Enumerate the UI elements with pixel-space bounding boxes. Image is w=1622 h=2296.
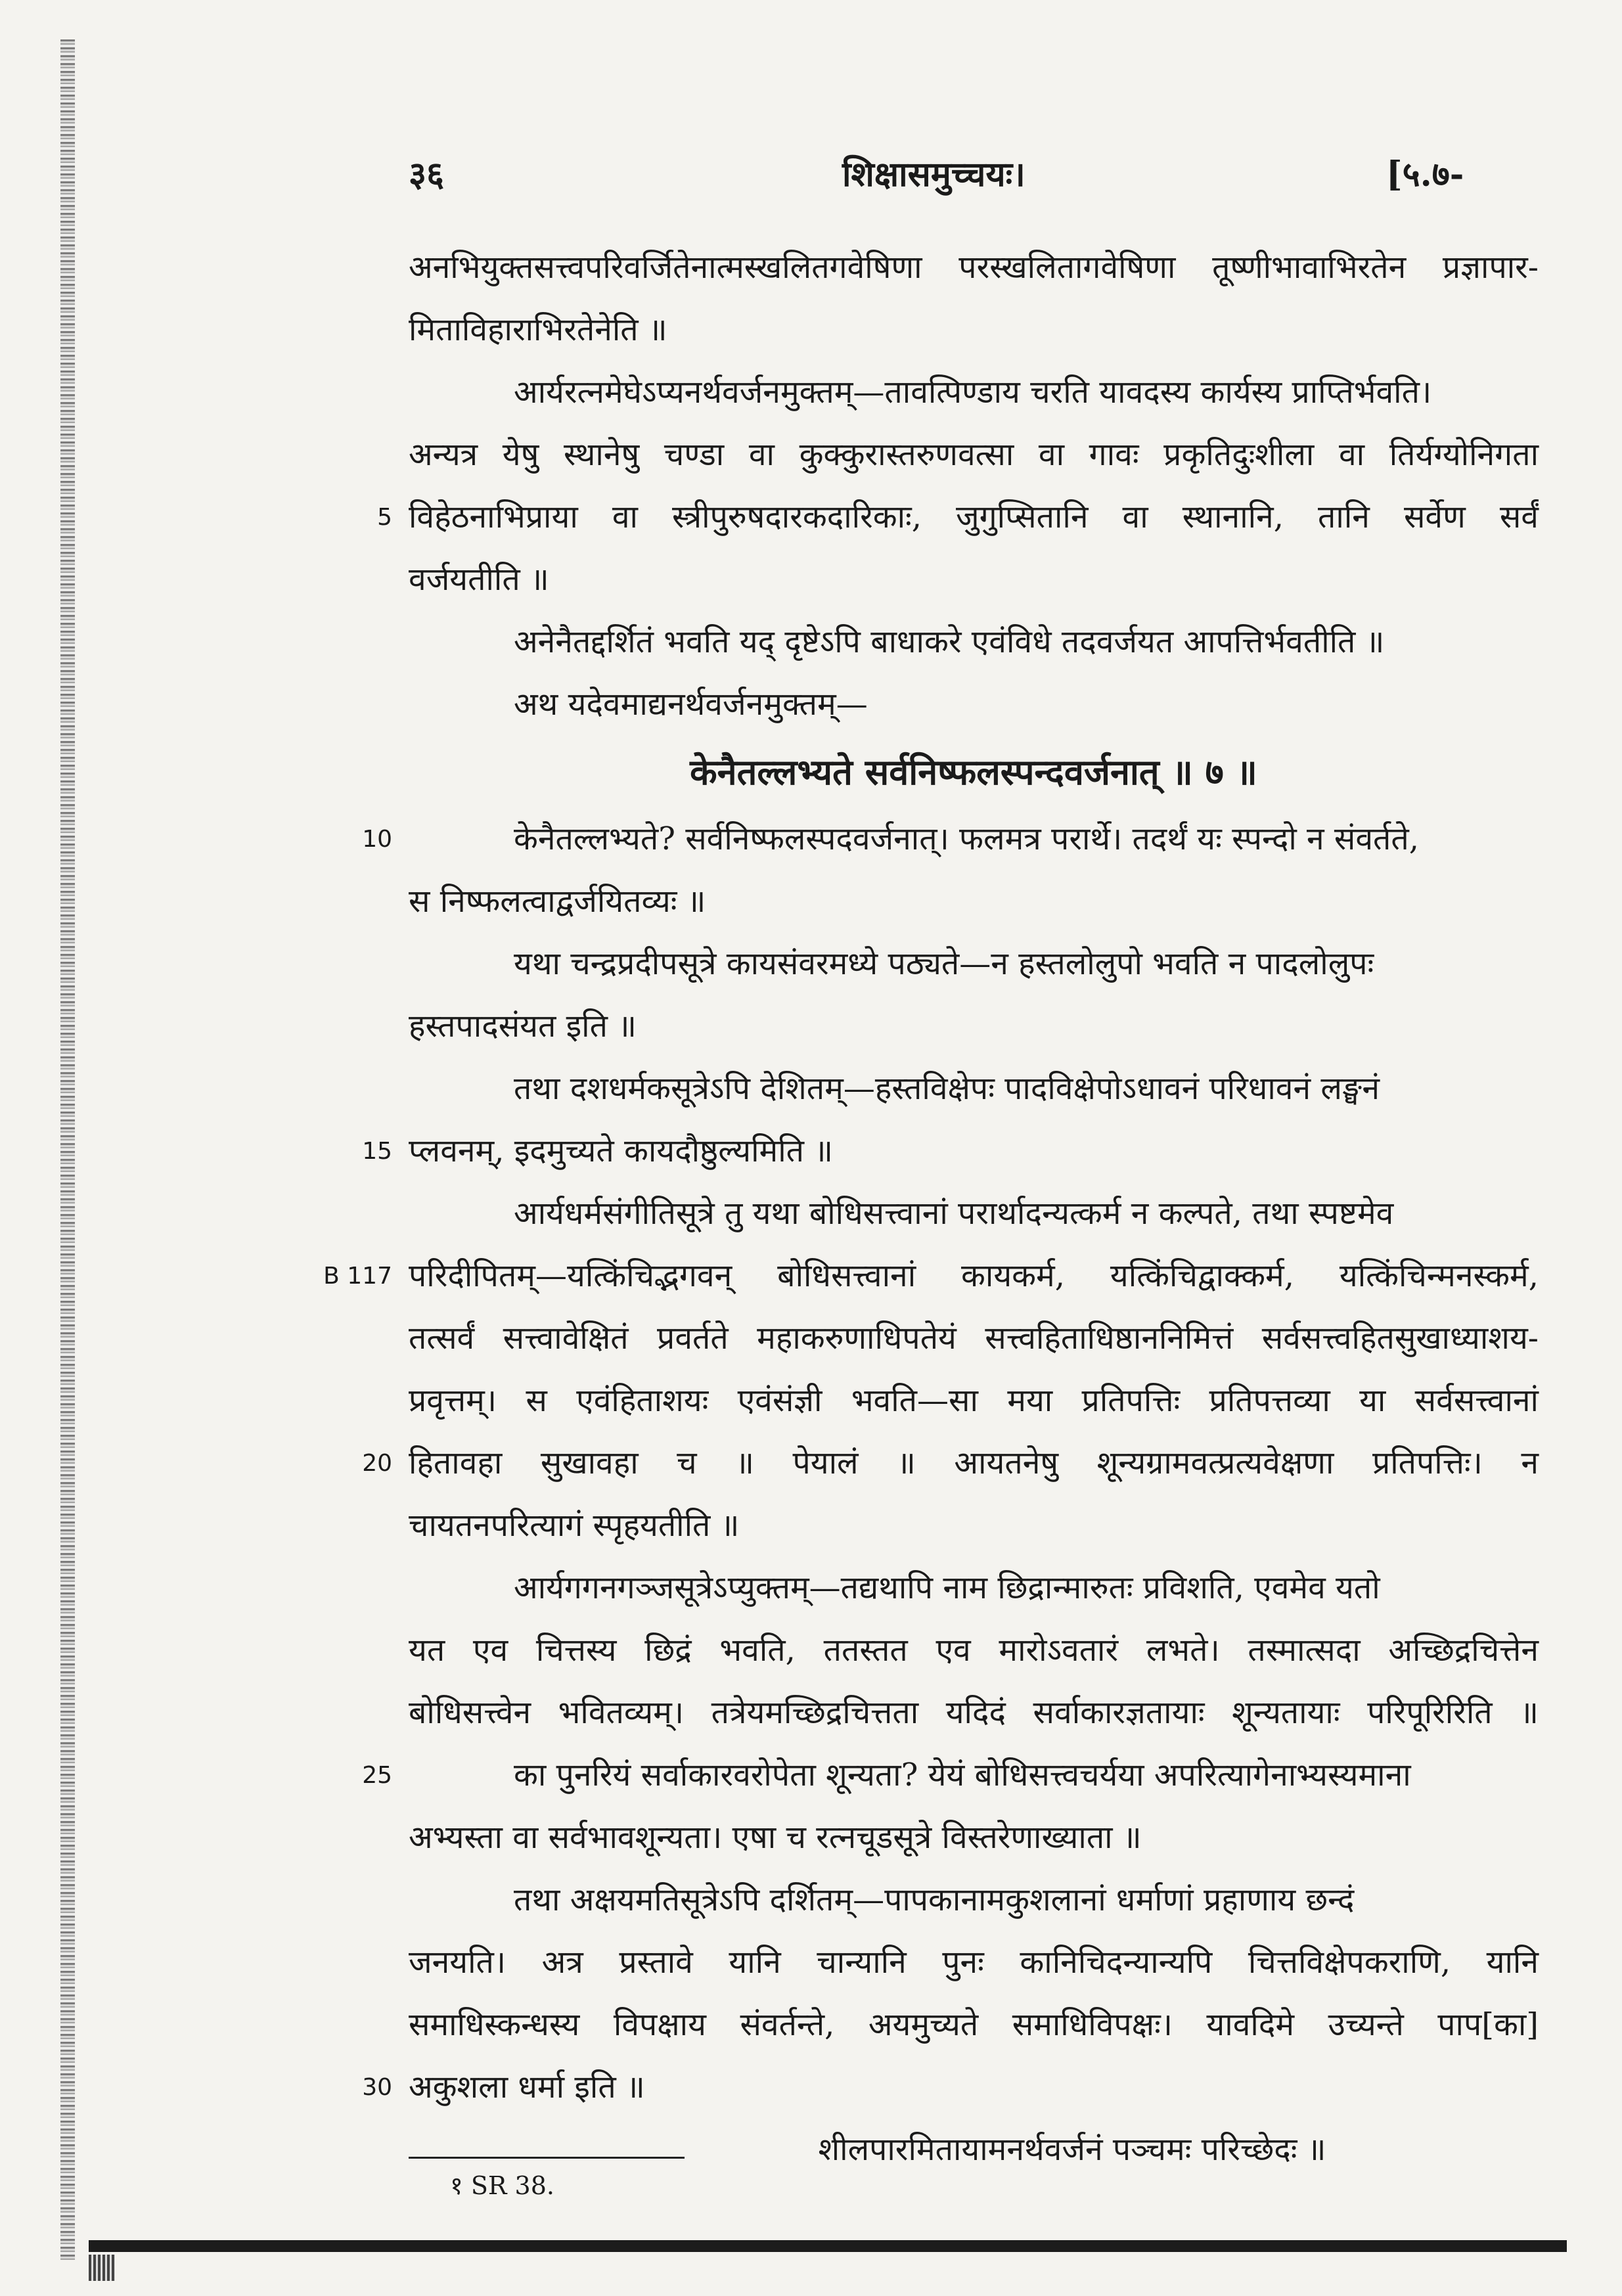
text-line [409, 236, 1539, 299]
line-number: 20 [362, 1450, 392, 1477]
text-line [323, 1245, 1539, 1307]
line-text: मिताविहाराभिरतेनेति ॥ [409, 311, 667, 348]
line-text: आर्यरत्नमेघेऽप्यनर्थवर्जनमुक्तम्—तावत्पिण्डाय चरति यावदस्य कार्यस्य प्राप्तिर्भवति। [514, 374, 1432, 411]
text-line [409, 1370, 1539, 1432]
text-line [409, 870, 1539, 933]
text-line [362, 1432, 1539, 1495]
line-text: अभ्यस्ता वा सर्वभावशून्यता। एषा च रत्नचूडसूत्रे विस्तरेणाख्याता ॥ [409, 1819, 1142, 1856]
line-text: अनभियुक्तसत्त्वपरिवर्जितेनात्मस्खलितगवेषिणा परस्खलितागवेषिणा तूष्णीभावाभिरतेन प्रज्ञापार- [409, 249, 1539, 286]
line-text: हस्तपादसंयत इति ॥ [409, 1008, 637, 1045]
line-text: स निष्फलत्वाद्वर्जयितव्यः ॥ [409, 883, 706, 920]
bottom-scan-mark [89, 2255, 115, 2281]
text-line [409, 361, 1539, 424]
line-number: 30 [362, 2074, 392, 2101]
line-text: वर्जयतीति ॥ [409, 561, 549, 598]
page-number: ३६ [409, 154, 445, 194]
line-text: अथ यदेवमाद्यनर्थवर्जनमुक्तम्— [514, 686, 868, 723]
line-number: 25 [362, 1762, 392, 1789]
section-reference: [५.७- [1386, 154, 1464, 194]
page-header [0, 150, 1622, 209]
line-text: जनयति। अत्र प्रस्तावे यानि चान्यानि पुनः कानिचिदन्यान्यपि चित्तविक्षेपकराणि, यानि [409, 1944, 1539, 1981]
line-text: तत्सर्वं सत्त्वावेक्षितं प्रवर्तते महाकरुणाधिपतेयं सत्त्वहिताधिष्ठाननिमित्तं सर्वसत्त्वहितसुखाध्याशय- [409, 1320, 1539, 1357]
line-number: 5 [377, 504, 392, 531]
text-line [409, 1307, 1539, 1370]
text-line [409, 1869, 1539, 1931]
text-line [409, 736, 1539, 808]
text-line [409, 673, 1539, 736]
text-line [409, 933, 1539, 995]
line-number: B 117 [323, 1263, 392, 1290]
line-text: यथा चन्द्रप्रदीपसूत्रे कायसंवरमध्ये पठ्यते—न हस्तलोलुपो भवति न पादलोलुपः [514, 945, 1374, 982]
line-text: समाधिस्कन्धस्य विपक्षाय संवर्तन्ते, अयमुच्यते समाधिविपक्षः। यावदिमे उच्यन्ते पाप[का] [409, 2006, 1539, 2043]
line-text: यत एव चित्तस्य छिद्रं भवति, ततस्तत एव मारोऽवतारं लभते। तस्मात्सदा अच्छिद्रचित्तेन [409, 1632, 1539, 1669]
text-line [362, 1744, 1539, 1807]
line-text: आर्यगगनगञ्जसूत्रेऽप्युक्तम्—तद्यथापि नाम छिद्रान्मारुतः प्रविशति, एवमेव यतो [514, 1569, 1380, 1606]
line-text: विहेठनाभिप्राया वा स्त्रीपुरुषदारकदारिकाः, जुगुप्सितानि वा स्थानानि, तानि सर्वेण सर्वं [409, 499, 1539, 535]
text-line [409, 1994, 1539, 2056]
line-text: अन्यत्र येषु स्थानेषु चण्डा वा कुक्कुरास्तरुणवत्सा वा गावः प्रकृतिदुःशीला वा तिर्यग्योनिगता [409, 436, 1539, 473]
line-text: प्रवृत्तम्। स एवंहिताशयः एवंसंज्ञी भवति—सा मया प्रतिपत्तिः प्रतिपत्तव्या या सर्वसत्त्वानां [409, 1382, 1539, 1419]
text-line [377, 486, 1539, 549]
text-line [409, 1619, 1539, 1682]
text-line [409, 611, 1539, 673]
text-line [409, 1931, 1539, 1994]
line-text: चायतनपरित्यागं स्पृहयतीति ॥ [409, 1507, 740, 1544]
text-line [409, 1682, 1539, 1744]
line-text: हितावहा सुखावहा च ॥ पेयालं ॥ आयतनेषु शून्यग्रामवत्प्रत्यवेक्षणा प्रतिपत्तिः। न [409, 1445, 1539, 1481]
line-text: बोधिसत्त्वेन भवितव्यम्। तत्रेयमच्छिद्रचित्तता यदिदं सर्वाकारज्ञतायाः शून्यतायाः परिपूरिरिति ॥ [409, 1694, 1539, 1731]
text-line [362, 1120, 1539, 1182]
line-text: अकुशला धर्मा इति ॥ [409, 2069, 645, 2105]
running-title: शिक्षासमुच्चयः। [842, 154, 1025, 194]
text-line [409, 1495, 1539, 1557]
bottom-scan-rule [89, 2240, 1567, 2252]
text-line [409, 1557, 1539, 1619]
line-text: आर्यधर्मसंगीतिसूत्रे तु यथा बोधिसत्त्वानां परार्थादन्यत्कर्म न कल्पते, तथा स्पष्टमेव [514, 1195, 1394, 1232]
text-line [362, 2056, 1539, 2119]
footnote: १ SR 38. [450, 2171, 554, 2200]
line-number: 10 [362, 826, 392, 853]
text-line [409, 2119, 1539, 2181]
footnote-divider [409, 2157, 685, 2159]
main-text [323, 236, 1539, 2181]
line-number: 15 [362, 1138, 392, 1165]
line-text: तथा अक्षयमतिसूत्रेऽपि दर्शितम्—पापकानामकुशलानां धर्माणां प्रहाणाय छन्दं [514, 1881, 1355, 1918]
line-text: अनेनैतद्दर्शितं भवति यद् दृष्टेऽपि बाधाकरे एवंविधे तदवर्जयत आपत्तिर्भवतीति ॥ [514, 623, 1385, 660]
text-line [409, 1807, 1539, 1869]
text-line [409, 1182, 1539, 1245]
text-line [362, 808, 1539, 870]
line-text: परिदीपितम्—यत्किंचिद्भगवन् बोधिसत्त्वानां कायकर्म, यत्किंचिद्वाक्कर्म, यत्किंचिन्मनस्कर्म, [409, 1257, 1539, 1294]
line-text: केनैतल्लभ्यते सर्वनिष्फलस्पन्दवर्जनात् ॥ ७ ॥ [690, 751, 1257, 793]
line-text: तथा दशधर्मकसूत्रेऽपि देशितम्—हस्तविक्षेपः पादविक्षेपोऽधावनं परिधावनं लङ्घनं [514, 1070, 1380, 1107]
line-text: केनैतल्लभ्यते? सर्वनिष्फलस्पदवर्जनात्। फलमत्र परार्थे। तदर्थं यः स्पन्दो न संवर्तते, [514, 821, 1420, 857]
text-line [409, 995, 1539, 1058]
text-line [409, 549, 1539, 611]
text-line [409, 424, 1539, 486]
line-text: प्लवनम्, इदमुच्यते कायदौष्ठुल्यमिति ॥ [409, 1133, 834, 1169]
line-text: शीलपारमितायामनर्थवर्जनं पञ्चमः परिच्छेदः ॥ [818, 2131, 1326, 2168]
text-line [409, 1058, 1539, 1120]
line-text: का पुनरियं सर्वाकारवरोपेता शून्यता? येयं बोधिसत्त्वचर्यया अपरित्यागेनाभ्यस्यमाना [514, 1757, 1411, 1793]
text-line [409, 299, 1539, 361]
